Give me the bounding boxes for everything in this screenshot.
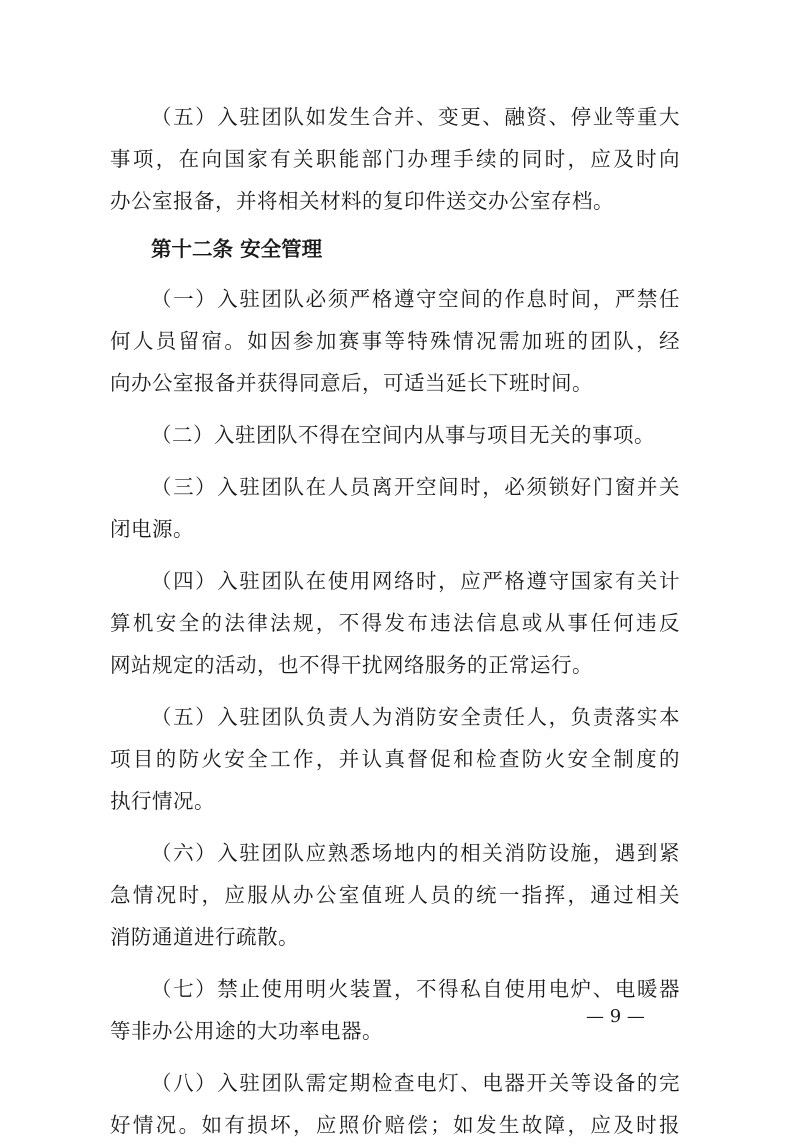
text-line: 网站规定的活动，也不得干扰网络服务的正常运行。 [110,653,593,677]
text-line: （五）入驻团队如发生合并、变更、融资、停业等重大 [151,105,680,129]
text-line: 消防通道进行疏散。 [110,925,299,949]
section-heading: 第十二条 安全管理 [151,237,323,261]
text-line: 何人员留宿。如因参加赛事等特殊情况需加班的团队，经 [110,329,680,353]
text-line: 向办公室报备并获得同意后，可适当延长下班时间。 [110,371,593,395]
clause-item-4 [110,560,680,686]
text-line: （二）入驻团队不得在空间内从事与项目无关的事项。 [151,423,655,447]
text-line: 算机安全的法律法规，不得发布违法信息或从事任何违反 [110,611,680,635]
clause-item-3 [110,466,680,550]
text-line: 闭电源。 [110,517,194,541]
text-line: （八）入驻团队需定期检查电灯、电器开关等设备的完 [151,1071,680,1095]
text-line: （六）入驻团队应熟悉场地内的相关消防设施，遇到紧 [151,841,680,865]
text-line: （四）入驻团队在使用网络时，应严格遵守国家有关计 [151,569,680,593]
text-line: 事项，在向国家有关职能部门办理手续的同时，应及时向 [110,147,680,171]
clause-item-1 [110,278,680,404]
paragraph-5-prior [110,96,680,222]
text-line: 执行情况。 [110,789,215,813]
page-number: — 9 — [586,1006,645,1027]
text-line: （五）入驻团队负责人为消防安全责任人，负责落实本 [151,705,680,729]
clause-item-5 [110,696,680,822]
text-line: （一）入驻团队必须严格遵守空间的作息时间，严禁任 [151,287,680,311]
clause-item-2 [110,414,680,456]
text-line: 办公室报备，并将相关材料的复印件送交办公室存档。 [110,189,614,213]
text-line: （七）禁止使用明火装置，不得私自使用电炉、电暖器 [151,977,680,1001]
text-line: 等非办公用途的大功率电器。 [110,1019,383,1043]
text-line: （三）入驻团队在人员离开空间时，必须锁好门窗并关 [151,475,680,499]
text-line: 项目的防火安全工作，并认真督促和检查防火安全制度的 [110,747,680,771]
clause-item-6 [110,832,680,958]
clause-item-8 [110,1062,680,1146]
text-line: 急情况时，应服从办公室值班人员的统一指挥，通过相关 [110,883,680,907]
text-line: 好情况。如有损坏，应照价赔偿；如发生故障，应及时报 [110,1113,680,1137]
document-page [110,96,680,1146]
